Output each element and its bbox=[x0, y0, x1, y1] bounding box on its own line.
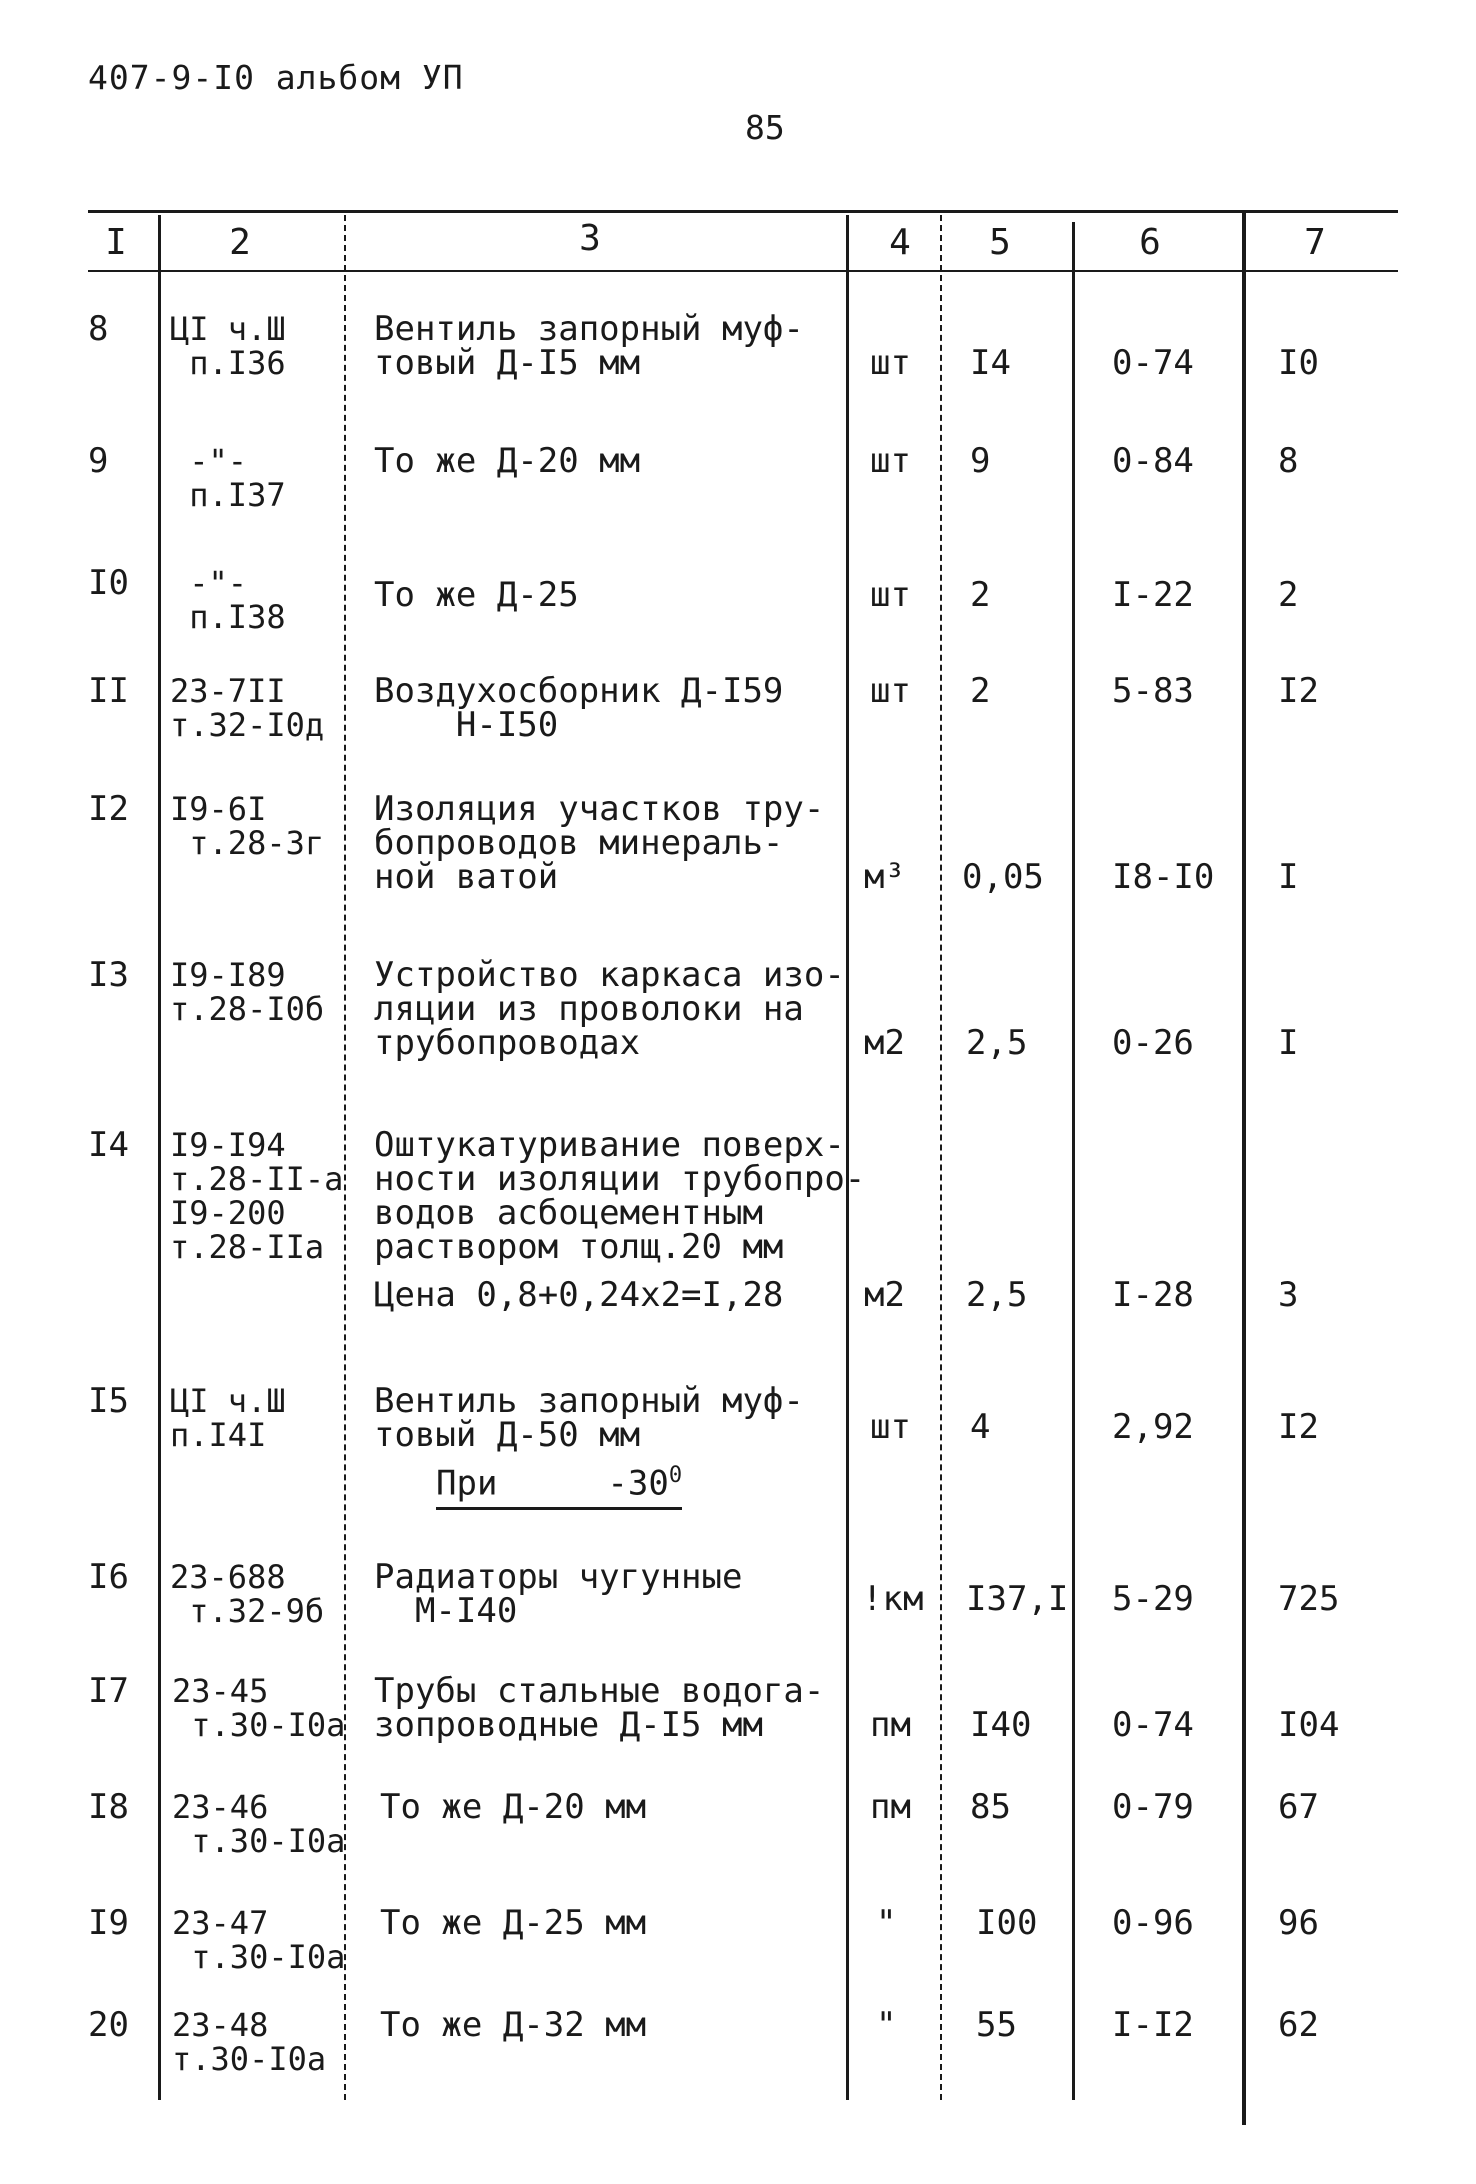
row-unit: м2 bbox=[864, 1023, 905, 1063]
row-number: I8 bbox=[88, 1787, 129, 1827]
row-number: I4 bbox=[88, 1125, 129, 1165]
row-reference: -"- п.I38 bbox=[189, 564, 286, 636]
row-description: Изоляция участков тру- бопроводов минераль- ной ватой bbox=[374, 789, 825, 897]
row-unit: " bbox=[876, 1903, 897, 1943]
row-description: То же Д-20 мм bbox=[374, 441, 641, 481]
row-reference: 23-46 т.30-I0а bbox=[172, 1788, 346, 1860]
header-bottom-rule bbox=[88, 270, 1398, 272]
row-price: 0-79 bbox=[1112, 1787, 1194, 1827]
note-word: При bbox=[436, 1463, 498, 1504]
row-description: Трубы стальные водога- зопроводные Д-I5 мм bbox=[374, 1671, 825, 1745]
row-reference: 23-48 т.30-I0а bbox=[172, 2006, 327, 2078]
row-price: 5-83 bbox=[1112, 671, 1194, 711]
row-unit: шт bbox=[870, 671, 911, 711]
column-divider bbox=[158, 215, 161, 2100]
row-quantity: 2,5 bbox=[966, 1023, 1028, 1063]
row-unit: шт bbox=[870, 575, 911, 615]
row-price: 0-84 bbox=[1112, 441, 1194, 481]
row-price: I-28 bbox=[1112, 1275, 1194, 1315]
row-reference: ЦI ч.Ш п.I36 bbox=[170, 310, 286, 382]
row-price: 0-96 bbox=[1112, 1903, 1194, 1943]
row-quantity: 0,05 bbox=[962, 857, 1044, 897]
row-quantity: I40 bbox=[970, 1705, 1032, 1745]
row-unit: пм bbox=[870, 1787, 911, 1827]
note-degree-sup: 0 bbox=[668, 1463, 683, 1488]
row-description: Цена 0,8+0,24х2=I,28 bbox=[374, 1275, 784, 1315]
column-header: I bbox=[105, 222, 127, 263]
row-number: I7 bbox=[88, 1671, 129, 1711]
row-reference: ЦI ч.Ш п.I4I bbox=[170, 1382, 286, 1454]
row-description: Радиаторы чугунные М-I40 bbox=[374, 1557, 743, 1631]
row-total: I2 bbox=[1278, 1407, 1319, 1447]
row-price: I-22 bbox=[1112, 575, 1194, 615]
row-total: I0 bbox=[1278, 343, 1319, 383]
row-description: Вентиль запорный муф- товый Д-50 мм bbox=[374, 1381, 804, 1455]
row-reference: I9-I94 т.28-II-а I9-200 т.28-IIа bbox=[170, 1126, 344, 1266]
document-code: 407-9-I0 альбом УП bbox=[88, 58, 464, 97]
row-quantity: I37,I bbox=[966, 1579, 1069, 1619]
row-quantity: I00 bbox=[976, 1903, 1038, 1943]
row-total: 62 bbox=[1278, 2005, 1319, 2045]
column-divider bbox=[1072, 222, 1075, 2100]
column-header: 7 bbox=[1304, 222, 1326, 263]
row-reference: 23-7II т.32-I0д bbox=[170, 672, 325, 744]
row-quantity: 2 bbox=[970, 671, 991, 711]
row-price: 0-74 bbox=[1112, 1705, 1194, 1745]
column-header: 2 bbox=[229, 222, 251, 263]
row-number: I5 bbox=[88, 1381, 129, 1421]
table-top-rule bbox=[88, 210, 1398, 213]
row-reference: -"- п.I37 bbox=[189, 442, 286, 514]
row-quantity: 4 bbox=[970, 1407, 991, 1447]
row-unit: м2 bbox=[864, 1275, 905, 1315]
row-price: I8-I0 bbox=[1112, 857, 1215, 897]
row-total: 725 bbox=[1278, 1579, 1340, 1619]
page-number: 85 bbox=[745, 108, 785, 147]
row-total: I04 bbox=[1278, 1705, 1340, 1745]
row-description: Вентиль запорный муф- товый Д-I5 мм bbox=[374, 309, 804, 383]
row-description: То же Д-32 мм bbox=[380, 2005, 647, 2045]
row-number: I6 bbox=[88, 1557, 129, 1597]
row-description: Устройство каркаса изо- ляции из проволоки на трубопроводах bbox=[374, 955, 845, 1063]
column-divider bbox=[940, 215, 944, 2100]
row-number: I9 bbox=[88, 1903, 129, 1943]
row-number: I3 bbox=[88, 955, 129, 995]
row-quantity: 9 bbox=[970, 441, 991, 481]
row-price: 2,92 bbox=[1112, 1407, 1194, 1447]
row-reference: 23-45 т.30-I0а bbox=[172, 1672, 346, 1744]
row-reference: I9-I89 т.28-I0б bbox=[170, 956, 325, 1028]
row-description: Оштукатуривание поверх- ности изоляции трубопро- водов асбоцементным раствором толщ.20 мм bbox=[374, 1125, 866, 1267]
row-unit: м³ bbox=[864, 857, 905, 897]
row-number: I0 bbox=[88, 563, 129, 603]
row-number: II bbox=[88, 671, 129, 711]
section-note bbox=[436, 1463, 682, 1510]
row-price: 5-29 bbox=[1112, 1579, 1194, 1619]
row-total: I bbox=[1278, 857, 1299, 897]
row-unit: " bbox=[876, 2005, 897, 2045]
note-value: -30 bbox=[607, 1463, 669, 1504]
row-number: 9 bbox=[88, 441, 109, 481]
row-unit: !км bbox=[862, 1579, 924, 1619]
column-header: 4 bbox=[889, 222, 911, 263]
row-quantity: 2 bbox=[970, 575, 991, 615]
column-header: 3 bbox=[579, 218, 601, 259]
row-description: Воздухосборник Д-I59 Н-I50 bbox=[374, 671, 784, 745]
row-quantity: I4 bbox=[970, 343, 1011, 383]
row-number: 8 bbox=[88, 309, 109, 349]
row-unit: шт bbox=[870, 343, 911, 383]
row-price: 0-74 bbox=[1112, 343, 1194, 383]
row-total: 2 bbox=[1278, 575, 1299, 615]
row-unit: пм bbox=[870, 1705, 911, 1745]
row-quantity: 55 bbox=[976, 2005, 1017, 2045]
column-divider bbox=[1242, 210, 1246, 2125]
column-header: 5 bbox=[989, 222, 1011, 263]
row-number: I2 bbox=[88, 789, 129, 829]
row-unit: шт bbox=[870, 1407, 911, 1447]
row-description: То же Д-25 bbox=[374, 575, 579, 615]
row-reference: I9-6I т.28-3г bbox=[170, 790, 325, 862]
row-total: I bbox=[1278, 1023, 1299, 1063]
row-description: То же Д-20 мм bbox=[380, 1787, 647, 1827]
row-quantity: 85 bbox=[970, 1787, 1011, 1827]
column-header: 6 bbox=[1139, 222, 1161, 263]
row-price: 0-26 bbox=[1112, 1023, 1194, 1063]
row-total: 8 bbox=[1278, 441, 1299, 481]
row-total: 96 bbox=[1278, 1903, 1319, 1943]
row-description: То же Д-25 мм bbox=[380, 1903, 647, 1943]
row-unit: шт bbox=[870, 441, 911, 481]
row-number: 20 bbox=[88, 2005, 129, 2045]
row-reference: 23-688 т.32-9б bbox=[170, 1558, 325, 1630]
note-underlined-text bbox=[436, 1463, 682, 1510]
row-reference: 23-47 т.30-I0а bbox=[172, 1904, 346, 1976]
row-price: I-I2 bbox=[1112, 2005, 1194, 2045]
row-total: 3 bbox=[1278, 1275, 1299, 1315]
row-quantity: 2,5 bbox=[966, 1275, 1028, 1315]
row-total: I2 bbox=[1278, 671, 1319, 711]
row-total: 67 bbox=[1278, 1787, 1319, 1827]
